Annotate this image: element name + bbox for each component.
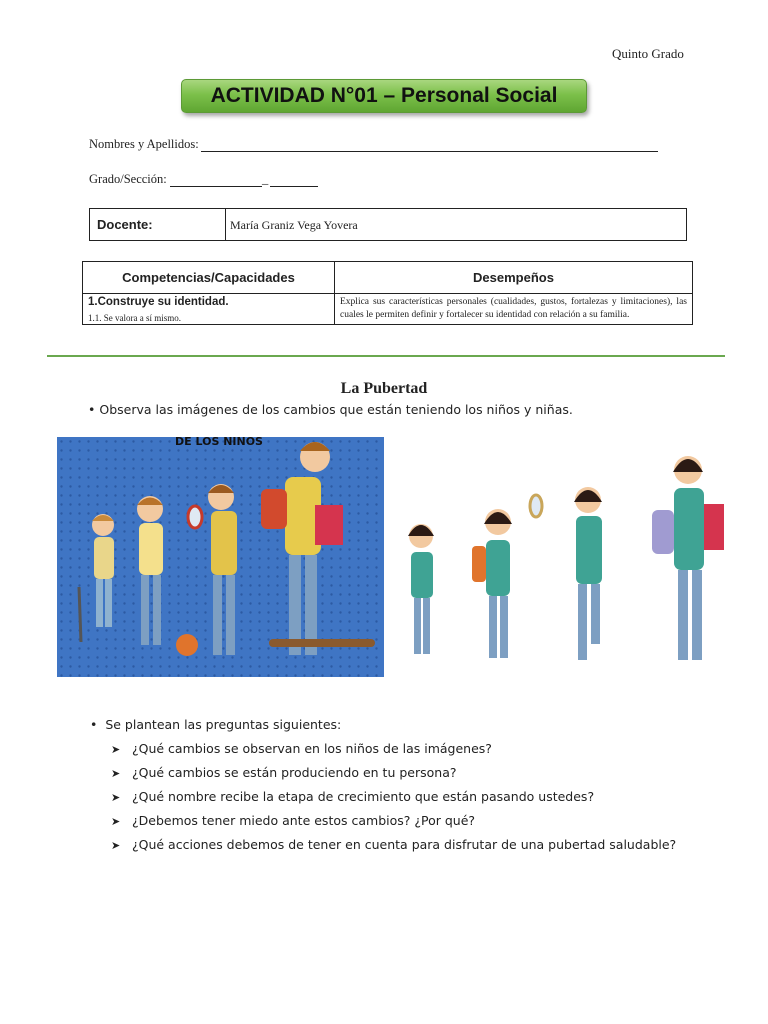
competencia-cell: [83, 294, 335, 325]
question-item: [111, 837, 676, 852]
grade-section-label: Grado/Sección:: [89, 172, 167, 186]
question-text: ¿Qué cambios se observan en los niños de las imágenes?: [132, 741, 492, 756]
competencias-table: [82, 261, 693, 325]
question-text: ¿Qué acciones debemos de tener en cuenta para disfrutar de una pubertad saludable?: [132, 837, 677, 852]
docente-label: Docente:: [90, 209, 226, 240]
arrowhead-bullet-icon: ➤: [111, 743, 121, 756]
names-field[interactable]: [201, 151, 658, 152]
question-item: [111, 813, 475, 828]
section-separator: [47, 355, 725, 357]
arrowhead-bullet-icon: ➤: [111, 839, 121, 852]
boys-growth-illustration: [57, 437, 384, 677]
question-item: [111, 741, 492, 756]
grade-field[interactable]: [170, 186, 262, 187]
question-text: ¿Debemos tener miedo ante estos cambios? ¿Por qué?: [132, 813, 476, 828]
arrowhead-bullet-icon: ➤: [111, 767, 121, 780]
arrowhead-bullet-icon: ➤: [111, 815, 121, 828]
question-item: [111, 765, 457, 780]
arrowhead-bullet-icon: ➤: [111, 791, 121, 804]
desempeno-text: Explica sus características personales (cualidades, gustos, fortalezas y limitaciones), las cuales le permiten definir y fortalecer su identidad con relación a su familia.: [340, 297, 687, 320]
header-desempenos: Desempeños: [335, 262, 693, 294]
observe-instruction: [88, 402, 573, 417]
bullet-icon: •: [90, 717, 106, 732]
boys-illustration-caption: DE LOS NIÑOS: [175, 437, 263, 448]
desempeno-cell: [335, 294, 693, 325]
observe-text: Observa las imágenes de los cambios que están teniendo los niños y niñas.: [99, 402, 573, 417]
questions-intro: [90, 717, 341, 732]
header-competencias: Competencias/Capacidades: [83, 262, 335, 294]
girls-growth-illustration: [388, 444, 738, 678]
question-text: ¿Qué cambios se están produciendo en tu persona?: [132, 765, 457, 780]
competencia-text: 1.Construye su identidad.: [88, 296, 229, 308]
question-item: [111, 789, 594, 804]
grade-label: Quinto Grado: [612, 46, 684, 61]
section-field[interactable]: [270, 186, 318, 187]
activity-banner: ACTIVIDAD N°01 – Personal Social: [181, 79, 587, 113]
questions-intro-text: Se plantean las preguntas siguientes:: [105, 717, 342, 732]
capacidad-text: 1.1. Se valora a sí mismo.: [88, 313, 181, 323]
grade-section-separator: _: [262, 172, 269, 186]
section-title: La Pubertad: [340, 380, 428, 397]
question-text: ¿Qué nombre recibe la etapa de crecimiento que están pasando ustedes?: [132, 789, 595, 804]
docente-name: María Graniz Vega Yovera: [230, 218, 358, 232]
docente-box: [89, 208, 687, 241]
bullet-icon: •: [88, 402, 100, 417]
names-label: Nombres y Apellidos:: [89, 137, 199, 151]
